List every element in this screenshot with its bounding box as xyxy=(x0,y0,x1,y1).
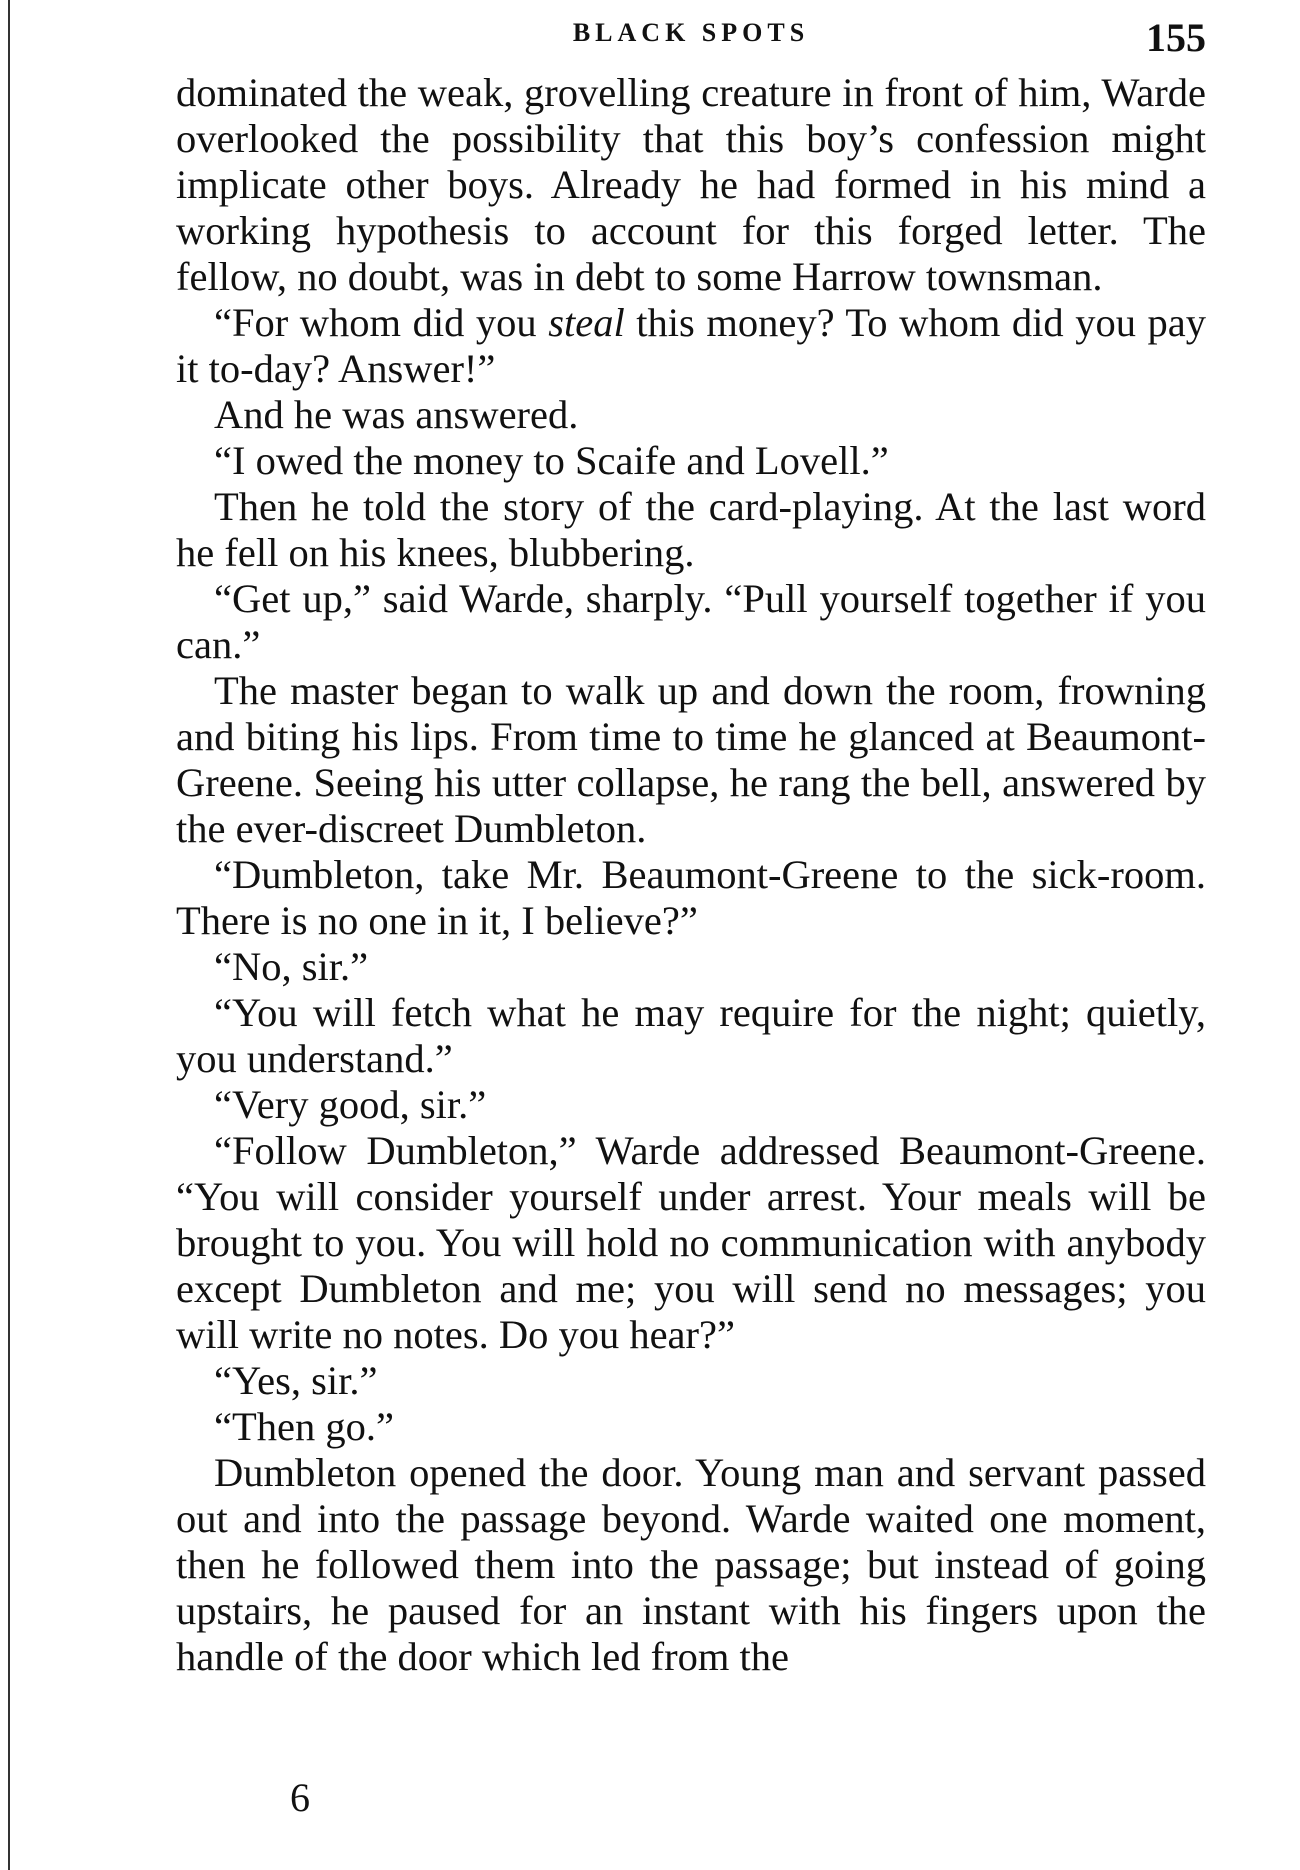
paragraph-14: “Then go.” xyxy=(214,1404,394,1449)
paragraph-2 xyxy=(176,300,1206,392)
paragraph-6: “Get up,” said Warde, sharply. “Pull yourself together if you can.” xyxy=(176,576,1206,667)
paragraph-5: Then he told the story of the card-playing. At the last word he fell on his knees, blubbering. xyxy=(176,484,1206,575)
paragraph-9: “No, sir.” xyxy=(214,944,369,989)
page-header xyxy=(176,14,1206,64)
signature-mark: 6 xyxy=(290,1775,310,1820)
paragraph-2-italic-word: steal xyxy=(548,300,625,345)
paragraph-13: “Yes, sir.” xyxy=(214,1358,378,1403)
paragraph-1: dominated the weak, grovelling creature in front of him, Warde overlooked the possibility that this boy’s confession might implicate other boys. Already he had formed in his mind a working hypothesis to account for this forged letter. The fellow, no doubt, was in debt to some Harrow townsman. xyxy=(176,70,1206,299)
paragraph-15: Dumbleton opened the door. Young man and servant passed out and into the passage beyond. Warde waited one moment, then he followed them into the passage; but instead of going upstairs, he paused for an instant with his fingers upon the handle of the door which led from the xyxy=(176,1450,1206,1679)
page-edge-line xyxy=(8,0,10,1870)
paragraph-8: “Dumbleton, take Mr. Beaumont-Greene to the sick-room. There is no one in it, I believe?” xyxy=(176,852,1206,943)
paragraph-12: “Follow Dumbleton,” Warde addressed Beaumont-Greene. “You will consider yourself under arrest. Your meals will be brought to you. You will hold no communication with anybody except Dumbleton and me; you will send no messages; you will write no notes. Do you hear?” xyxy=(176,1128,1206,1357)
paragraph-2-part-1: “For whom did you xyxy=(214,300,549,345)
paragraph-7: The master began to walk up and down the room, frowning and biting his lips. From time to time he glanced at Beaumont-Greene. Seeing his utter collapse, he rang the bell, answered by the ever-discreet Dumbleton. xyxy=(176,668,1206,851)
paragraph-10: “You will fetch what he may require for the night; quietly, you understand.” xyxy=(176,990,1206,1081)
paragraph-2-part-2: this money? To whom did you pay it to-day? Answer!” xyxy=(176,300,1206,391)
paragraph-4: “I owed the money to Scaife and Lovell.” xyxy=(214,438,889,483)
running-title: BLACK SPOTS xyxy=(572,18,810,47)
page-number: 155 xyxy=(1146,15,1206,60)
body-text xyxy=(176,70,1206,1680)
paragraph-3: And he was answered. xyxy=(214,392,579,437)
paragraph-11: “Very good, sir.” xyxy=(214,1082,487,1127)
